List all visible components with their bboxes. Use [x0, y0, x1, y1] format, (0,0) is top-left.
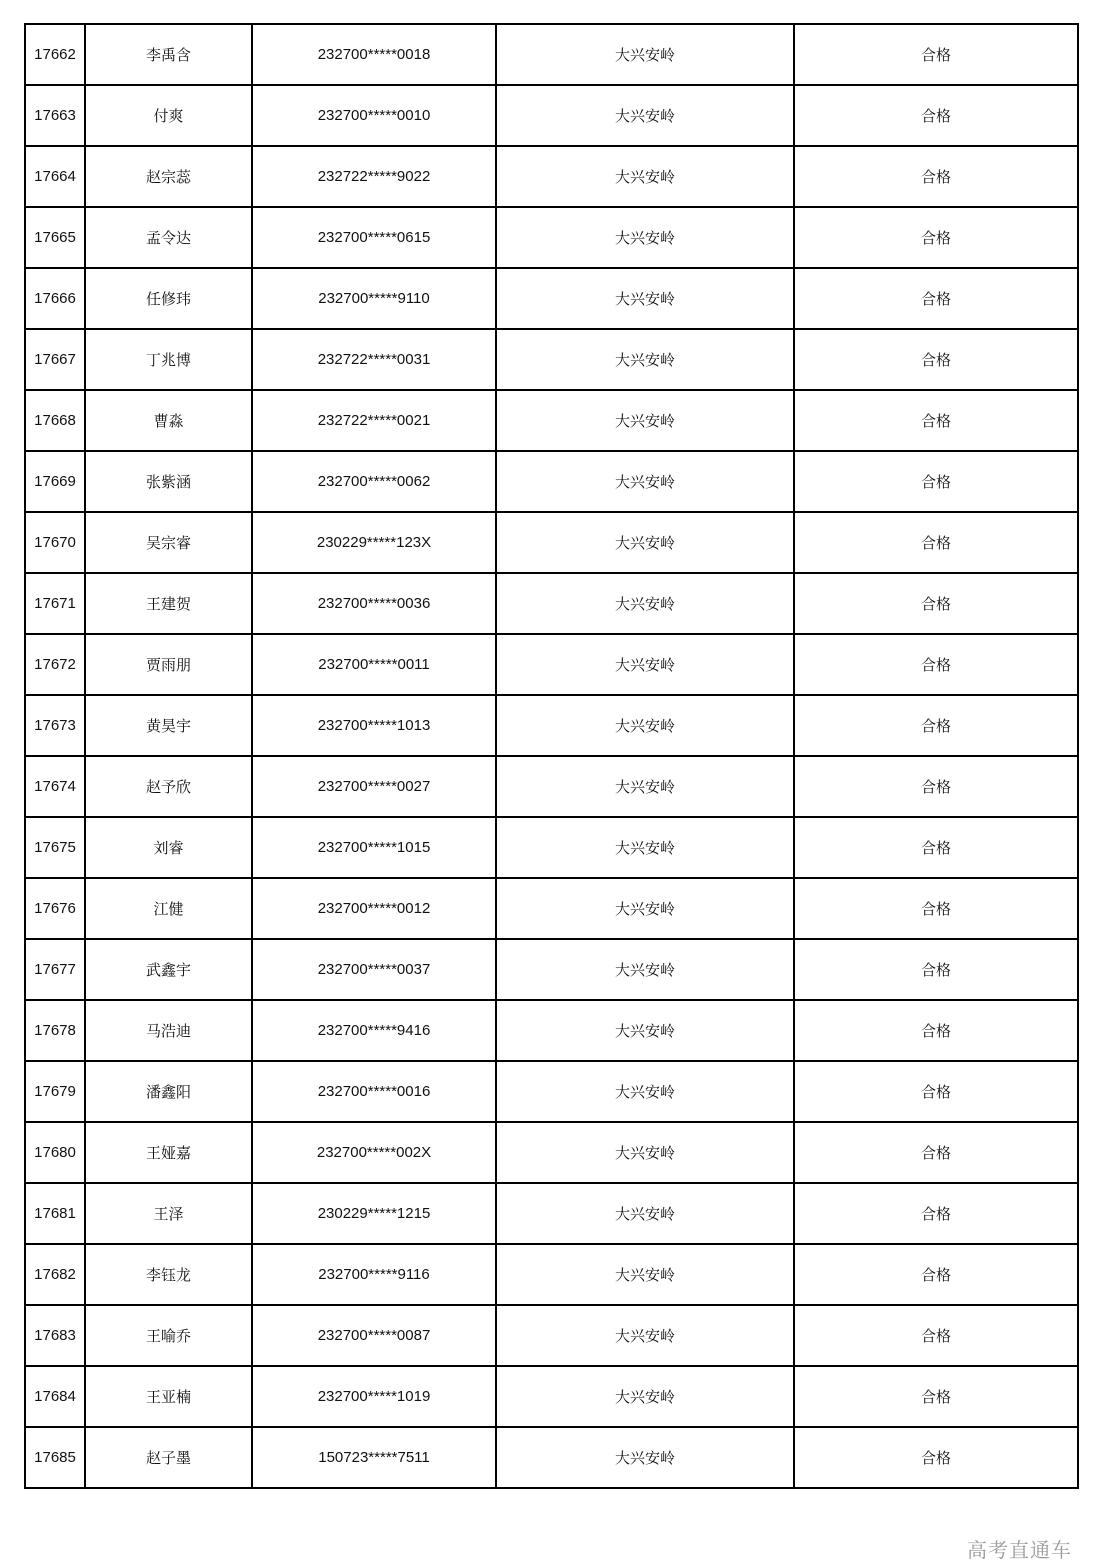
name-cell: 赵子墨 [85, 1427, 252, 1488]
table-row [25, 146, 1078, 207]
name-cell: 任修玮 [85, 268, 252, 329]
result-cell: 合格 [794, 451, 1078, 512]
serial-number-cell: 17672 [25, 634, 85, 695]
result-cell: 合格 [794, 207, 1078, 268]
id-number-cell: 232700*****0018 [252, 24, 496, 85]
name-cell: 曹淼 [85, 390, 252, 451]
table-row [25, 1122, 1078, 1183]
table-row [25, 451, 1078, 512]
result-cell: 合格 [794, 1183, 1078, 1244]
serial-number-cell: 17666 [25, 268, 85, 329]
result-cell: 合格 [794, 1244, 1078, 1305]
results-table [24, 23, 1079, 1489]
name-cell: 刘睿 [85, 817, 252, 878]
result-cell: 合格 [794, 695, 1078, 756]
id-number-cell: 232700*****002X [252, 1122, 496, 1183]
region-cell: 大兴安岭 [496, 329, 794, 390]
serial-number-cell: 17679 [25, 1061, 85, 1122]
id-number-cell: 232700*****0062 [252, 451, 496, 512]
name-cell: 贾雨朋 [85, 634, 252, 695]
name-cell: 王喻乔 [85, 1305, 252, 1366]
serial-number-cell: 17670 [25, 512, 85, 573]
name-cell: 赵宗蕊 [85, 146, 252, 207]
name-cell: 李禹含 [85, 24, 252, 85]
id-number-cell: 230229*****1215 [252, 1183, 496, 1244]
id-number-cell: 232700*****0615 [252, 207, 496, 268]
name-cell: 王娅嘉 [85, 1122, 252, 1183]
region-cell: 大兴安岭 [496, 634, 794, 695]
id-number-cell: 232700*****9416 [252, 1000, 496, 1061]
region-cell: 大兴安岭 [496, 695, 794, 756]
region-cell: 大兴安岭 [496, 1244, 794, 1305]
result-cell: 合格 [794, 573, 1078, 634]
table-row [25, 85, 1078, 146]
watermark-text: 高考直通车 [967, 1538, 1072, 1562]
id-number-cell: 232700*****0036 [252, 573, 496, 634]
serial-number-cell: 17673 [25, 695, 85, 756]
serial-number-cell: 17674 [25, 756, 85, 817]
result-cell: 合格 [794, 85, 1078, 146]
result-cell: 合格 [794, 268, 1078, 329]
name-cell: 王建贺 [85, 573, 252, 634]
region-cell: 大兴安岭 [496, 390, 794, 451]
serial-number-cell: 17676 [25, 878, 85, 939]
id-number-cell: 232700*****0037 [252, 939, 496, 1000]
region-cell: 大兴安岭 [496, 85, 794, 146]
region-cell: 大兴安岭 [496, 878, 794, 939]
id-number-cell: 232700*****0087 [252, 1305, 496, 1366]
serial-number-cell: 17684 [25, 1366, 85, 1427]
region-cell: 大兴安岭 [496, 817, 794, 878]
result-cell: 合格 [794, 1061, 1078, 1122]
result-cell: 合格 [794, 634, 1078, 695]
serial-number-cell: 17665 [25, 207, 85, 268]
id-number-cell: 232700*****0012 [252, 878, 496, 939]
result-cell: 合格 [794, 817, 1078, 878]
table-row [25, 695, 1078, 756]
serial-number-cell: 17669 [25, 451, 85, 512]
name-cell: 武鑫宇 [85, 939, 252, 1000]
result-cell: 合格 [794, 390, 1078, 451]
region-cell: 大兴安岭 [496, 756, 794, 817]
serial-number-cell: 17664 [25, 146, 85, 207]
name-cell: 王亚楠 [85, 1366, 252, 1427]
serial-number-cell: 17663 [25, 85, 85, 146]
table-row [25, 1427, 1078, 1488]
id-number-cell: 232700*****9110 [252, 268, 496, 329]
table-row [25, 1183, 1078, 1244]
name-cell: 王泽 [85, 1183, 252, 1244]
table-row [25, 1000, 1078, 1061]
table-row [25, 390, 1078, 451]
region-cell: 大兴安岭 [496, 268, 794, 329]
name-cell: 丁兆博 [85, 329, 252, 390]
id-number-cell: 232700*****1015 [252, 817, 496, 878]
result-cell: 合格 [794, 329, 1078, 390]
name-cell: 赵予欣 [85, 756, 252, 817]
table-row [25, 268, 1078, 329]
table-row [25, 329, 1078, 390]
name-cell: 潘鑫阳 [85, 1061, 252, 1122]
table-row [25, 634, 1078, 695]
serial-number-cell: 17681 [25, 1183, 85, 1244]
result-cell: 合格 [794, 756, 1078, 817]
id-number-cell: 232722*****9022 [252, 146, 496, 207]
result-cell: 合格 [794, 146, 1078, 207]
region-cell: 大兴安岭 [496, 1183, 794, 1244]
region-cell: 大兴安岭 [496, 146, 794, 207]
table-row [25, 573, 1078, 634]
id-number-cell: 150723*****7511 [252, 1427, 496, 1488]
region-cell: 大兴安岭 [496, 939, 794, 1000]
result-cell: 合格 [794, 24, 1078, 85]
id-number-cell: 232700*****0011 [252, 634, 496, 695]
name-cell: 付爽 [85, 85, 252, 146]
result-cell: 合格 [794, 1305, 1078, 1366]
table-row [25, 1061, 1078, 1122]
id-number-cell: 232700*****9116 [252, 1244, 496, 1305]
name-cell: 马浩迪 [85, 1000, 252, 1061]
result-cell: 合格 [794, 1122, 1078, 1183]
table-row [25, 817, 1078, 878]
result-cell: 合格 [794, 1366, 1078, 1427]
table-row [25, 939, 1078, 1000]
result-cell: 合格 [794, 939, 1078, 1000]
id-number-cell: 232722*****0031 [252, 329, 496, 390]
region-cell: 大兴安岭 [496, 1122, 794, 1183]
serial-number-cell: 17667 [25, 329, 85, 390]
table-row [25, 1305, 1078, 1366]
serial-number-cell: 17671 [25, 573, 85, 634]
results-table-body [25, 24, 1078, 1488]
name-cell: 李钰龙 [85, 1244, 252, 1305]
table-row [25, 1366, 1078, 1427]
id-number-cell: 230229*****123X [252, 512, 496, 573]
result-cell: 合格 [794, 1000, 1078, 1061]
result-cell: 合格 [794, 512, 1078, 573]
result-cell: 合格 [794, 878, 1078, 939]
table-row [25, 878, 1078, 939]
serial-number-cell: 17678 [25, 1000, 85, 1061]
result-cell: 合格 [794, 1427, 1078, 1488]
name-cell: 吴宗睿 [85, 512, 252, 573]
serial-number-cell: 17662 [25, 24, 85, 85]
region-cell: 大兴安岭 [496, 573, 794, 634]
serial-number-cell: 17685 [25, 1427, 85, 1488]
id-number-cell: 232700*****0027 [252, 756, 496, 817]
serial-number-cell: 17680 [25, 1122, 85, 1183]
name-cell: 黄昊宇 [85, 695, 252, 756]
id-number-cell: 232700*****1019 [252, 1366, 496, 1427]
region-cell: 大兴安岭 [496, 451, 794, 512]
name-cell: 孟令达 [85, 207, 252, 268]
region-cell: 大兴安岭 [496, 512, 794, 573]
serial-number-cell: 17668 [25, 390, 85, 451]
serial-number-cell: 17675 [25, 817, 85, 878]
serial-number-cell: 17683 [25, 1305, 85, 1366]
region-cell: 大兴安岭 [496, 1305, 794, 1366]
region-cell: 大兴安岭 [496, 207, 794, 268]
name-cell: 江健 [85, 878, 252, 939]
region-cell: 大兴安岭 [496, 1061, 794, 1122]
id-number-cell: 232700*****0016 [252, 1061, 496, 1122]
serial-number-cell: 17677 [25, 939, 85, 1000]
table-row [25, 756, 1078, 817]
serial-number-cell: 17682 [25, 1244, 85, 1305]
region-cell: 大兴安岭 [496, 1000, 794, 1061]
region-cell: 大兴安岭 [496, 24, 794, 85]
name-cell: 张紫涵 [85, 451, 252, 512]
table-row [25, 207, 1078, 268]
id-number-cell: 232700*****0010 [252, 85, 496, 146]
id-number-cell: 232722*****0021 [252, 390, 496, 451]
id-number-cell: 232700*****1013 [252, 695, 496, 756]
region-cell: 大兴安岭 [496, 1427, 794, 1488]
table-row [25, 24, 1078, 85]
region-cell: 大兴安岭 [496, 1366, 794, 1427]
table-row [25, 1244, 1078, 1305]
table-row [25, 512, 1078, 573]
